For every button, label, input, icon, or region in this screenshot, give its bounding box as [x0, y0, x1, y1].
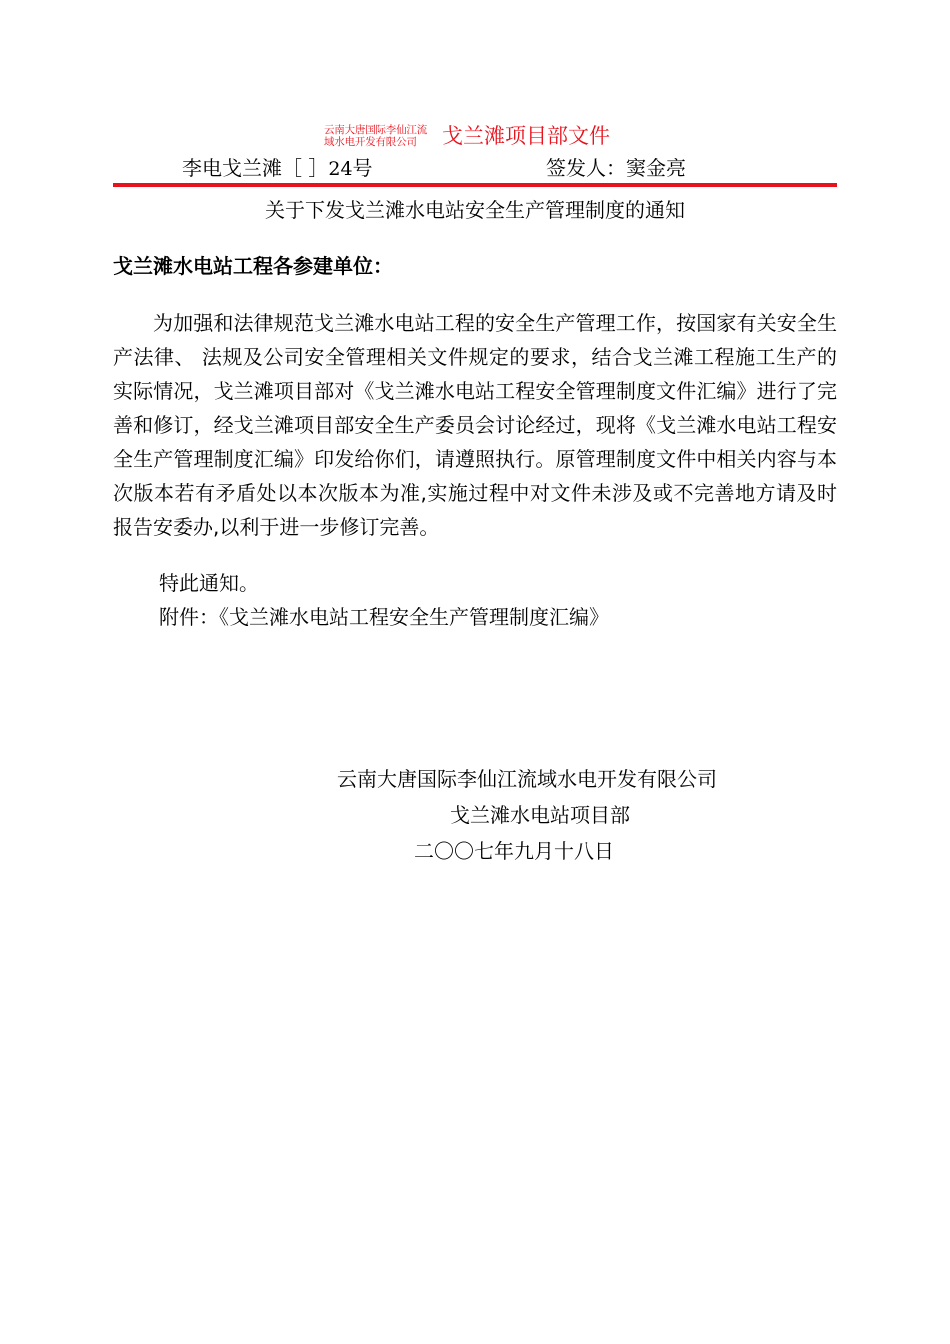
issuer-name [324, 124, 444, 148]
issuer-name-line2: 域水电开发有限公司 [324, 136, 417, 148]
document-number-prefix: 李电戈兰滩［ ］ [182, 156, 329, 180]
signature-department: 戈兰滩水电站项目部 [450, 803, 630, 827]
signer: 签发人：窦金亮 [546, 156, 686, 180]
document-number-suffix: 号 [352, 156, 373, 180]
document-number [182, 154, 373, 183]
signature-date: 二〇〇七年九月十八日 [414, 839, 614, 863]
document-header-title: 戈兰滩项目部文件 [442, 124, 610, 148]
issuer-name-line1: 云南大唐国际李仙江流 [324, 124, 427, 136]
closing-line: 特此通知。 [159, 571, 259, 595]
signature-company: 云南大唐国际李仙江流域水电开发有限公司 [337, 767, 717, 791]
body-paragraph: 为加强和法律规范戈兰滩水电站工程的安全生产管理工作，按国家有关安全生产法律、 法规及公司安全管理相关文件规定的要求，结合戈兰滩工程施工生产的实际情况，戈兰滩项目部对《戈兰滩水电站工程安全管理制度文件汇编》进行了完善和修订，经戈兰滩项目部安全生产委员会讨论经过，现将《戈兰滩水电站工程安全生产管理制度汇编》印发给你们，请遵照执行。原管理制度文件中相关内容与本次版本若有矛盾处以本次版本为准,实施过程中对文件未涉及或不完善地方请及时报告安委办,以利于进一步修订完善。 [113, 311, 837, 539]
header-red-rule [113, 183, 837, 187]
document-number-value: 24 [328, 158, 353, 180]
notice-subject: 关于下发戈兰滩水电站安全生产管理制度的通知 [265, 198, 685, 222]
salutation: 戈兰滩水电站工程各参建单位： [113, 254, 393, 278]
notice-body [113, 306, 837, 544]
document-header [0, 122, 950, 150]
attachment-line: 附件：《戈兰滩水电站工程安全生产管理制度汇编》 [159, 605, 609, 629]
